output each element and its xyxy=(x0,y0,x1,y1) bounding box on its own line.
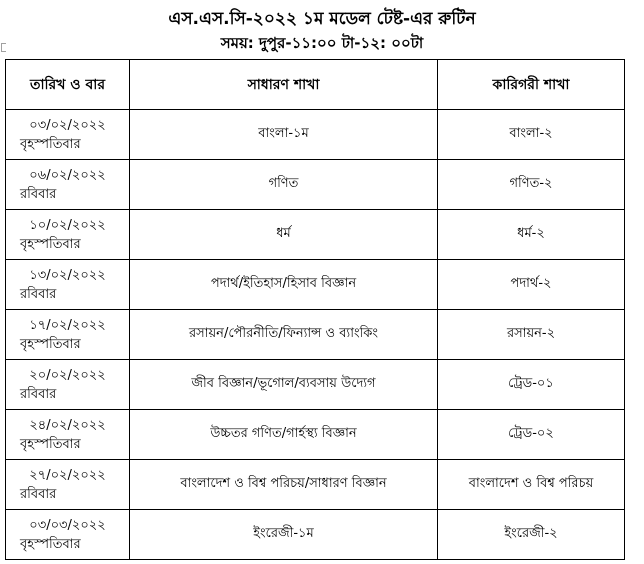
date: ০৩/০৩/২০২২ xyxy=(29,517,106,533)
table-row xyxy=(6,410,625,460)
weekday: রবিবার xyxy=(20,486,57,502)
general-subject: রসায়ন/পৌরনীতি/ফিন্যান্স ও ব্যাংকিং xyxy=(130,310,438,360)
weekday: বৃহস্পতিবার xyxy=(20,236,81,252)
table-header-row xyxy=(6,60,625,110)
weekday: বৃহস্পতিবার xyxy=(20,336,81,352)
date: ০৬/০২/২০২২ xyxy=(29,167,106,183)
table-row xyxy=(6,460,625,510)
date-cell xyxy=(6,210,130,260)
weekday: বৃহস্পতিবার xyxy=(20,536,81,552)
technical-subject: বাংলা-২ xyxy=(438,110,625,160)
date-cell xyxy=(6,310,130,360)
technical-subject: ইংরেজী-২ xyxy=(438,510,625,560)
date-cell xyxy=(6,110,130,160)
general-subject: বাংলাদেশ ও বিশ্ব পরিচয়/সাধারণ বিজ্ঞান xyxy=(130,460,438,510)
general-subject: বাংলা-১ম xyxy=(130,110,438,160)
page-title: এস.এস.সি-২০২২ ১ম মডেল টেষ্ট-এর রুটিন xyxy=(168,9,476,29)
technical-subject: বাংলাদেশ ও বিশ্ব পরিচয় xyxy=(438,460,625,510)
column-header-technical: কারিগরী শাখা xyxy=(438,60,625,110)
column-header-general: সাধারণ শাখা xyxy=(130,60,438,110)
date: ২০/০২/২০২২ xyxy=(29,367,106,383)
table-row xyxy=(6,160,625,210)
date-cell xyxy=(6,460,130,510)
date: ১৩/০২/২০২২ xyxy=(29,267,106,283)
general-subject: গণিত xyxy=(130,160,438,210)
technical-subject: ট্রেড-০১ xyxy=(438,360,625,410)
date-cell xyxy=(6,160,130,210)
weekday: রবিবার xyxy=(20,286,57,302)
date: ২৪/০২/২০২২ xyxy=(29,417,106,433)
general-subject: উচ্চতর গণিত/গার্হস্থ্য বিজ্ঞান xyxy=(130,410,438,460)
table-row xyxy=(6,260,625,310)
date: ১০/০২/২০২২ xyxy=(29,217,106,233)
technical-subject: ধর্ম-২ xyxy=(438,210,625,260)
general-subject: জীব বিজ্ঞান/ভূগোল/ব্যবসায় উদ্যেগ xyxy=(130,360,438,410)
technical-subject: ট্রেড-০২ xyxy=(438,410,625,460)
routine-table xyxy=(5,59,625,560)
weekday: রবিবার xyxy=(20,386,57,402)
weekday: বৃহস্পতিবার xyxy=(20,436,81,452)
weekday: রবিবার xyxy=(20,186,57,202)
date: ০৩/০২/২০২২ xyxy=(29,117,106,133)
table-anchor-marker xyxy=(1,43,6,52)
general-subject: ধর্ম xyxy=(130,210,438,260)
general-subject: পদার্থ/ইতিহাস/হিসাব বিজ্ঞান xyxy=(130,260,438,310)
date-cell xyxy=(6,410,130,460)
general-subject: ইংরেজী-১ম xyxy=(130,510,438,560)
column-header-date: তারিখ ও বার xyxy=(6,60,130,110)
date-cell xyxy=(6,260,130,310)
technical-subject: গণিত-২ xyxy=(438,160,625,210)
table-row xyxy=(6,510,625,560)
technical-subject: রসায়ন-২ xyxy=(438,310,625,360)
date-cell xyxy=(6,510,130,560)
table-row xyxy=(6,210,625,260)
weekday: বৃহস্পতিবার xyxy=(20,136,81,152)
date-cell xyxy=(6,360,130,410)
table-row xyxy=(6,310,625,360)
table-row xyxy=(6,110,625,160)
technical-subject: পদার্থ-২ xyxy=(438,260,625,310)
date: ২৭/০২/২০২২ xyxy=(29,467,106,483)
exam-time: সময়: দুপুর-১১:০০ টা-১২: ০০টা xyxy=(220,34,424,52)
date: ১৭/০২/২০২২ xyxy=(29,317,106,333)
table-row xyxy=(6,360,625,410)
